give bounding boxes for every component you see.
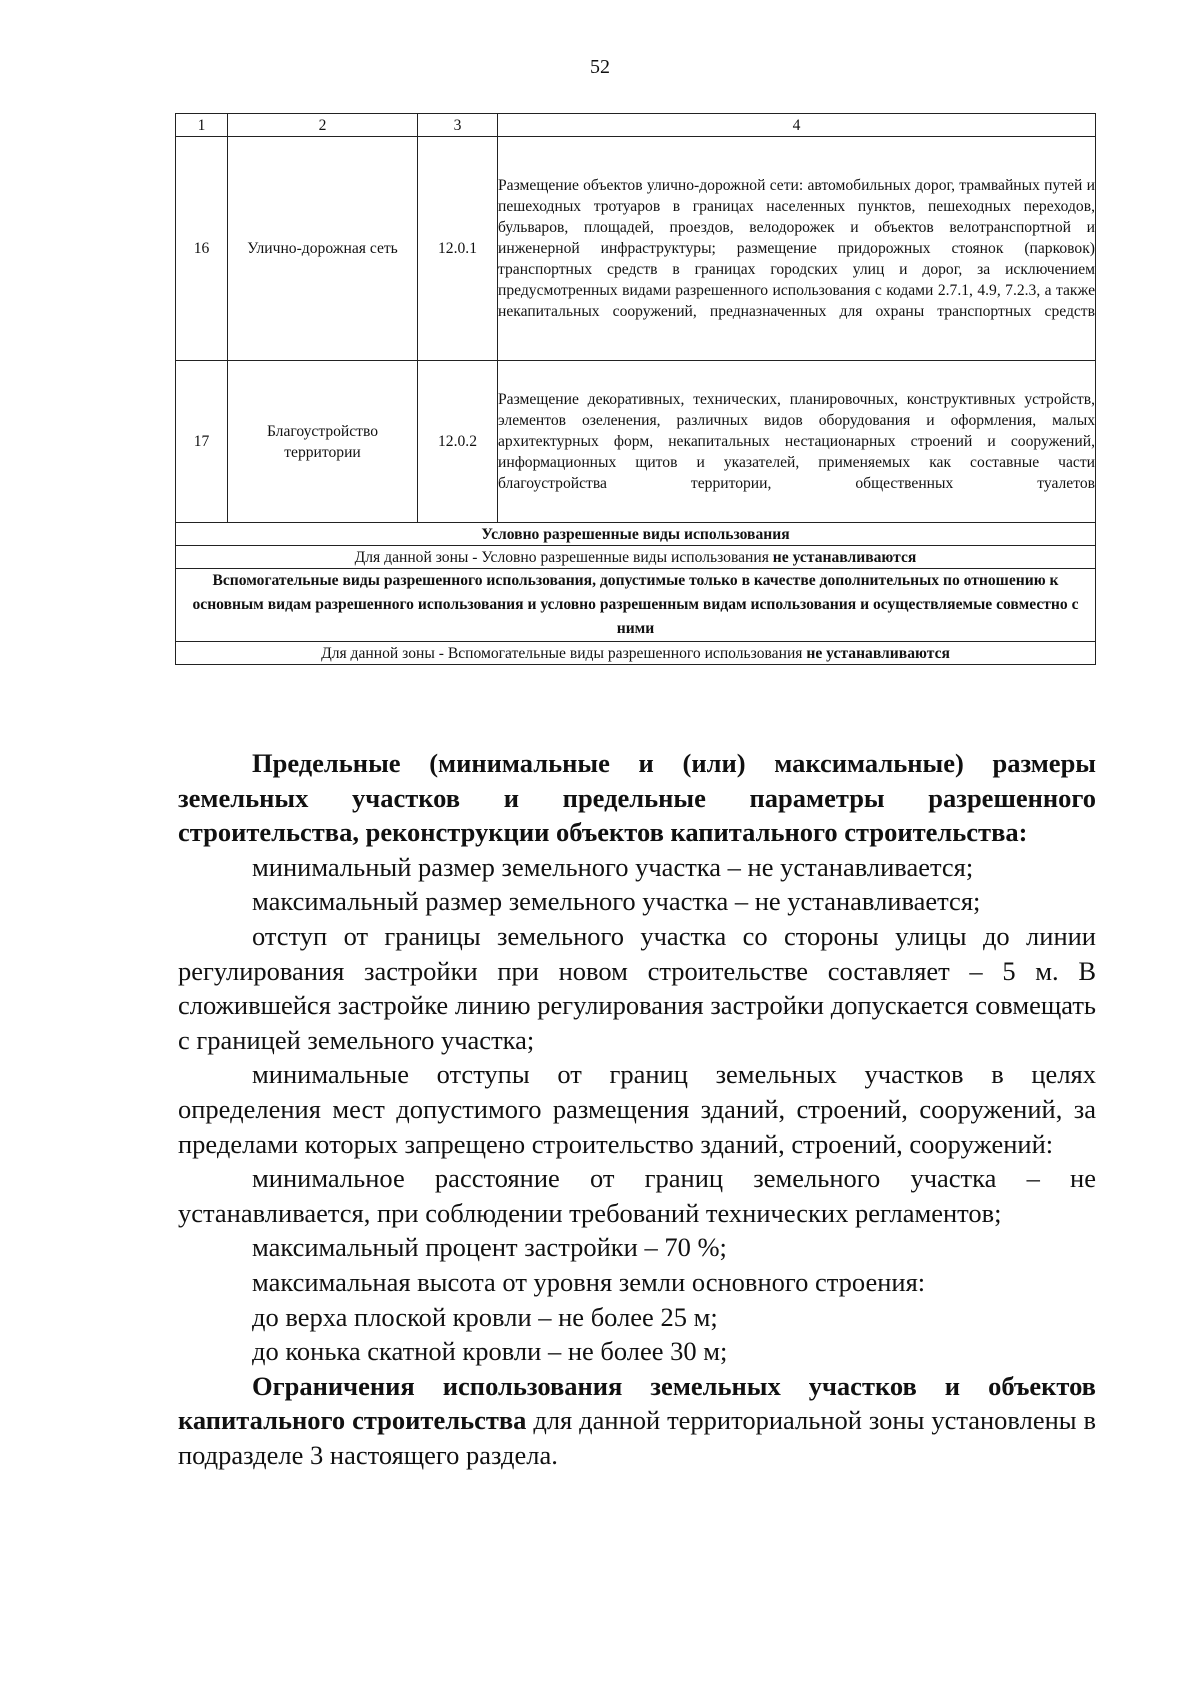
- table-header-row: [176, 114, 1096, 137]
- column-header-1: 1: [176, 114, 228, 137]
- conditional-note-text: Для данной зоны - Условно разрешенные виды использования: [354, 548, 773, 566]
- auxiliary-note-bold: не устанавливаются: [806, 644, 950, 662]
- min-plot-size: минимальный размер земельного участка – не устанавливается;: [252, 851, 974, 882]
- restrictions-bold: Ограничения использования земельных участков и объектов капитального строительства: [178, 1370, 1096, 1436]
- restrictions-text: для данной территориальной зоны установлены в подразделе 3 настоящего раздела.: [178, 1405, 1096, 1470]
- note-row: [176, 546, 1096, 569]
- row-number: 17: [176, 361, 228, 523]
- section-heading-row: [176, 523, 1096, 546]
- auxiliary-note-text: Для данной зоны - Вспомогательные виды разрешенного использования: [321, 644, 807, 662]
- max-coverage: максимальный процент застройки – 70 %;: [252, 1232, 727, 1263]
- street-setback: отступ от границы земельного участка со стороны улицы до линии регулирования застройки при новом строительстве составляет – 5 м. В сложившейся застройке линию регулирования застройки допускается совмещать с границей земельного участка;: [178, 920, 1096, 1055]
- column-header-4: 4: [498, 114, 1096, 137]
- use-type-name: Благоустройство территории: [228, 361, 418, 523]
- use-type-code: 12.0.1: [418, 137, 498, 361]
- column-header-2: 2: [228, 114, 418, 137]
- note-row: [176, 642, 1096, 665]
- page-number: 52: [590, 56, 610, 78]
- pitched-roof-height: до конька скатной кровли – не более 30 м;: [252, 1336, 728, 1367]
- restrictions-paragraph: [178, 1369, 1096, 1473]
- flat-roof-height: до верха плоской кровли – не более 25 м;: [252, 1301, 718, 1332]
- row-number: 16: [176, 137, 228, 361]
- min-distance: минимальное расстояние от границ земельного участка – не устанавливается, при соблюдении требований технических регламентов;: [178, 1163, 1096, 1228]
- use-type-description: Размещение декоративных, технических, планировочных, конструктивных устройств, элементов озеленения, различных видов оборудования и оформления, малых архитектурных форм, некапитальных нестационарных строений и сооружений, информационных щитов и указателей, применяемых как составные части благоустройства территории, общественных туалетов: [498, 361, 1096, 523]
- section-heading-row: [176, 569, 1096, 642]
- conditional-uses-heading: Условно разрешенные виды использования: [176, 523, 1096, 546]
- conditional-note-bold: не устанавливаются: [772, 548, 917, 566]
- auxiliary-uses-note: [176, 642, 1096, 665]
- min-setbacks: минимальные отступы от границ земельных участков в целях определения мест допустимого размещения зданий, строений, сооружений, за пределами которых запрещено строительство зданий, строений, сооружений:: [178, 1059, 1096, 1159]
- auxiliary-uses-heading: Вспомогательные виды разрешенного использования, допустимые только в качестве дополнительных по отношению к основным видам разрешенного использования и условно разрешенным видам использования и осуществляемые совместно с ними: [176, 569, 1096, 642]
- use-type-code: 12.0.2: [418, 361, 498, 523]
- max-height: максимальная высота от уровня земли основного строения:: [252, 1266, 926, 1297]
- limits-heading: Предельные (минимальные и (или) максимальные) размеры земельных участков и предельные параметры разрешенного строительства, реконструкции объектов капитального строительства:: [178, 748, 1096, 848]
- land-use-table: [175, 113, 1096, 665]
- column-header-3: 3: [418, 114, 498, 137]
- use-type-description: Размещение объектов улично-дорожной сети: автомобильных дорог, трамвайных путей и пешеходных тротуаров в границах населенных пунктов, пешеходных переходов, бульваров, площадей, проездов, велодорожек и объектов велотранспортной и инженерной инфраструктуры; размещение придорожных стоянок (парковок) транспортных средств в границах городских улиц и дорог, за исключением предусмотренных видами разрешенного использования с кодами 2.7.1, 4.9, 7.2.3, а также некапитальных сооружений, предназначенных для охраны транспортных средств: [498, 137, 1096, 361]
- max-plot-size: максимальный размер земельного участка – не устанавливается;: [252, 886, 981, 917]
- use-type-name: Улично-дорожная сеть: [228, 137, 418, 361]
- body-text: [178, 746, 1096, 1472]
- conditional-uses-note: [176, 546, 1096, 569]
- table-row: [176, 137, 1096, 361]
- table-row: [176, 361, 1096, 523]
